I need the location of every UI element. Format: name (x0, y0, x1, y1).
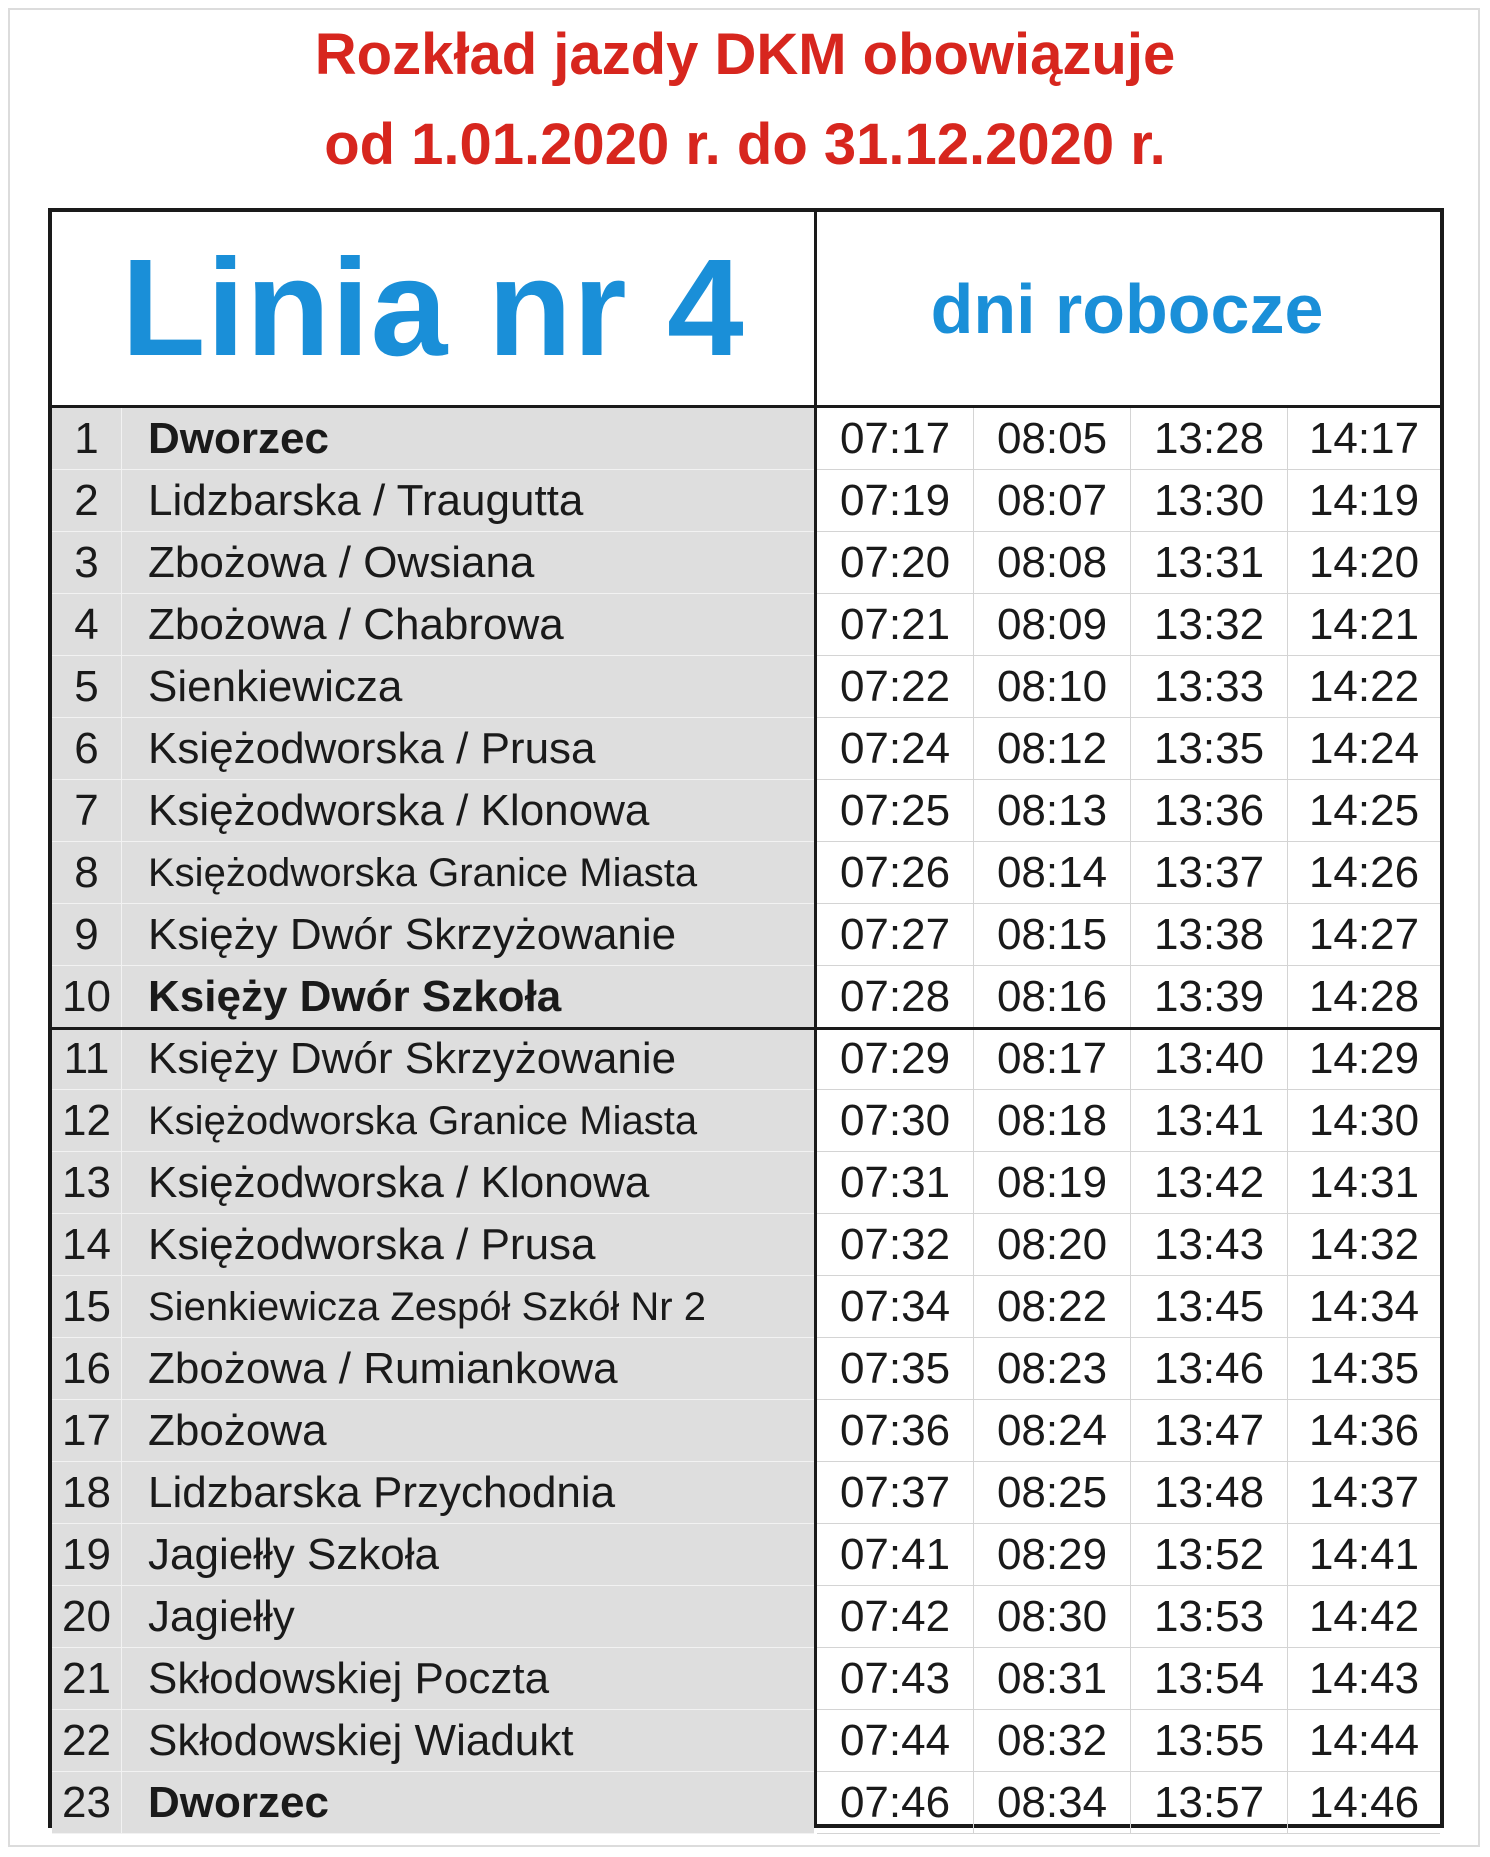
departure-time: 14:25 (1288, 780, 1440, 842)
table-row (52, 1524, 1440, 1586)
departure-time: 07:25 (817, 780, 974, 842)
table-row (52, 1028, 1440, 1090)
table-row (52, 1152, 1440, 1214)
departure-time: 08:20 (974, 1214, 1131, 1276)
departure-time: 07:46 (817, 1772, 974, 1834)
stop-number: 13 (52, 1152, 122, 1214)
departure-time: 14:32 (1288, 1214, 1440, 1276)
departure-time: 14:20 (1288, 532, 1440, 594)
stop-name: Księży Dwór Skrzyżowanie (148, 910, 677, 959)
departure-time: 13:57 (1131, 1772, 1288, 1834)
table-row (52, 780, 1440, 842)
departure-time: 08:30 (974, 1586, 1131, 1648)
stop-number: 10 (52, 966, 122, 1028)
table-row (52, 1586, 1440, 1648)
departure-time: 13:37 (1131, 842, 1288, 904)
stop-cell (52, 718, 814, 780)
stop-cell (52, 532, 814, 594)
stop-name: Księżodworska / Klonowa (148, 786, 650, 835)
stop-cell (52, 1400, 814, 1462)
table-row (52, 1214, 1440, 1276)
stop-number: 21 (52, 1648, 122, 1710)
departure-time: 07:34 (817, 1276, 974, 1338)
departure-time: 08:15 (974, 904, 1131, 966)
departure-time: 08:23 (974, 1338, 1131, 1400)
stop-name: Księży Dwór Skrzyżowanie (148, 1034, 677, 1083)
stop-name: Księży Dwór Szkoła (148, 972, 562, 1021)
departure-time: 08:16 (974, 966, 1131, 1028)
departure-time: 08:32 (974, 1710, 1131, 1772)
stop-number: 18 (52, 1462, 122, 1524)
stop-name: Księżodworska / Klonowa (148, 1158, 650, 1207)
stop-name: Księżodworska Granice Miasta (148, 1098, 698, 1143)
departure-time: 08:22 (974, 1276, 1131, 1338)
departure-time: 07:21 (817, 594, 974, 656)
day-type-label: dni robocze (930, 269, 1324, 348)
departure-time: 07:28 (817, 966, 974, 1028)
departure-time: 14:41 (1288, 1524, 1440, 1586)
departure-time: 08:10 (974, 656, 1131, 718)
stop-name: Zbożowa / Chabrowa (148, 600, 564, 649)
departure-time: 08:29 (974, 1524, 1131, 1586)
departure-time: 08:14 (974, 842, 1131, 904)
departure-time: 08:17 (974, 1028, 1131, 1090)
stop-number: 8 (52, 842, 122, 904)
stop-cell (52, 1710, 814, 1772)
stop-cell (52, 842, 814, 904)
stop-cell (52, 656, 814, 718)
departure-time: 13:54 (1131, 1648, 1288, 1710)
table-row (52, 1338, 1440, 1400)
stop-cell (52, 408, 814, 470)
column-divider (814, 212, 817, 1824)
departure-time: 14:22 (1288, 656, 1440, 718)
table-row (52, 1462, 1440, 1524)
stop-number: 7 (52, 780, 122, 842)
departure-time: 13:48 (1131, 1462, 1288, 1524)
table-row (52, 842, 1440, 904)
stop-name: Księżodworska / Prusa (148, 724, 596, 773)
stop-number: 14 (52, 1214, 122, 1276)
stop-cell (52, 1772, 814, 1834)
departure-time: 07:36 (817, 1400, 974, 1462)
departure-time: 14:34 (1288, 1276, 1440, 1338)
departure-time: 14:31 (1288, 1152, 1440, 1214)
stop-name: Sienkiewicza Zespół Szkół Nr 2 (148, 1284, 706, 1329)
departure-time: 14:19 (1288, 470, 1440, 532)
stop-cell (52, 1090, 814, 1152)
stop-number: 16 (52, 1338, 122, 1400)
table-row (52, 966, 1440, 1028)
direction-divider (52, 1027, 1440, 1030)
departure-time: 07:19 (817, 470, 974, 532)
departure-time: 13:28 (1131, 408, 1288, 470)
stop-cell (52, 1462, 814, 1524)
stop-name: Zbożowa / Owsiana (148, 538, 535, 587)
departure-time: 08:09 (974, 594, 1131, 656)
departure-time: 14:42 (1288, 1586, 1440, 1648)
stop-name: Zbożowa (148, 1406, 327, 1455)
departure-time: 07:24 (817, 718, 974, 780)
stop-number: 3 (52, 532, 122, 594)
departure-time: 13:52 (1131, 1524, 1288, 1586)
departure-time: 08:34 (974, 1772, 1131, 1834)
stop-cell (52, 780, 814, 842)
departure-time: 14:28 (1288, 966, 1440, 1028)
departure-time: 08:19 (974, 1152, 1131, 1214)
stop-cell (52, 904, 814, 966)
stop-number: 2 (52, 470, 122, 532)
stop-number: 20 (52, 1586, 122, 1648)
table-row (52, 1090, 1440, 1152)
stop-name: Jagiełły (148, 1592, 295, 1641)
departure-time: 13:38 (1131, 904, 1288, 966)
departure-time: 14:36 (1288, 1400, 1440, 1462)
stop-cell (52, 594, 814, 656)
departure-time: 13:53 (1131, 1586, 1288, 1648)
departure-time: 07:35 (817, 1338, 974, 1400)
stop-number: 11 (52, 1028, 122, 1090)
stop-cell (52, 1152, 814, 1214)
departure-time: 14:21 (1288, 594, 1440, 656)
stop-cell (52, 1586, 814, 1648)
stop-cell (52, 966, 814, 1028)
table-row (52, 904, 1440, 966)
stop-cell (52, 1214, 814, 1276)
departure-time: 08:31 (974, 1648, 1131, 1710)
stop-name: Sienkiewicza (148, 662, 403, 711)
departure-time: 14:46 (1288, 1772, 1440, 1834)
departure-time: 07:17 (817, 408, 974, 470)
departure-time: 13:45 (1131, 1276, 1288, 1338)
departure-time: 14:35 (1288, 1338, 1440, 1400)
stop-number: 6 (52, 718, 122, 780)
stop-number: 9 (52, 904, 122, 966)
departure-time: 14:17 (1288, 408, 1440, 470)
departure-time: 07:43 (817, 1648, 974, 1710)
departure-time: 07:30 (817, 1090, 974, 1152)
table-row (52, 1710, 1440, 1772)
timetable (48, 208, 1444, 1828)
table-row (52, 1400, 1440, 1462)
departure-time: 13:42 (1131, 1152, 1288, 1214)
table-row (52, 718, 1440, 780)
departure-time: 07:31 (817, 1152, 974, 1214)
departure-time: 07:26 (817, 842, 974, 904)
departure-time: 07:42 (817, 1586, 974, 1648)
departure-time: 13:47 (1131, 1400, 1288, 1462)
departure-time: 13:30 (1131, 470, 1288, 532)
stop-cell (52, 1524, 814, 1586)
departure-time: 08:18 (974, 1090, 1131, 1152)
stop-number: 15 (52, 1276, 122, 1338)
departure-time: 08:08 (974, 532, 1131, 594)
stop-cell (52, 1028, 814, 1090)
stop-number: 23 (52, 1772, 122, 1834)
stop-cell (52, 1276, 814, 1338)
departure-time: 14:26 (1288, 842, 1440, 904)
departure-time: 08:07 (974, 470, 1131, 532)
departure-time: 07:32 (817, 1214, 974, 1276)
departure-time: 08:12 (974, 718, 1131, 780)
departure-time: 14:43 (1288, 1648, 1440, 1710)
departure-time: 13:32 (1131, 594, 1288, 656)
stop-number: 19 (52, 1524, 122, 1586)
departure-time: 07:29 (817, 1028, 974, 1090)
departure-time: 08:05 (974, 408, 1131, 470)
departure-time: 07:44 (817, 1710, 974, 1772)
departure-time: 08:25 (974, 1462, 1131, 1524)
stop-cell (52, 1338, 814, 1400)
departure-time: 14:37 (1288, 1462, 1440, 1524)
stop-name: Skłodowskiej Wiadukt (148, 1716, 574, 1765)
departure-time: 13:41 (1131, 1090, 1288, 1152)
stop-name: Skłodowskiej Poczta (148, 1654, 550, 1703)
stop-number: 22 (52, 1710, 122, 1772)
departure-time: 07:41 (817, 1524, 974, 1586)
stop-name: Lidzbarska / Traugutta (148, 476, 584, 525)
departure-time: 14:29 (1288, 1028, 1440, 1090)
line-name: Linia nr 4 (121, 231, 745, 385)
stop-name: Lidzbarska Przychodnia (148, 1468, 616, 1517)
departure-time: 13:55 (1131, 1710, 1288, 1772)
schedule-validity-dates: od 1.01.2020 r. do 31.12.2020 r. (324, 112, 1166, 177)
stop-name: Jagiełły Szkoła (148, 1530, 440, 1579)
table-row (52, 408, 1440, 470)
table-row (52, 532, 1440, 594)
stop-name: Dworzec (148, 1778, 329, 1827)
departure-time: 14:30 (1288, 1090, 1440, 1152)
departure-time: 14:27 (1288, 904, 1440, 966)
timetable-header (52, 212, 1440, 408)
stop-number: 17 (52, 1400, 122, 1462)
departure-time: 13:43 (1131, 1214, 1288, 1276)
departure-time: 07:20 (817, 532, 974, 594)
departure-time: 07:22 (817, 656, 974, 718)
table-row (52, 1648, 1440, 1710)
departure-time: 14:44 (1288, 1710, 1440, 1772)
stop-number: 5 (52, 656, 122, 718)
departure-time: 13:31 (1131, 532, 1288, 594)
stop-cell (52, 1648, 814, 1710)
table-row (52, 1276, 1440, 1338)
table-row (52, 470, 1440, 532)
stop-number: 1 (52, 408, 122, 470)
departure-time: 13:33 (1131, 656, 1288, 718)
departure-time: 07:37 (817, 1462, 974, 1524)
departure-time: 08:24 (974, 1400, 1131, 1462)
table-row (52, 656, 1440, 718)
departure-time: 08:13 (974, 780, 1131, 842)
stop-cell (52, 470, 814, 532)
stop-name: Księżodworska / Prusa (148, 1220, 596, 1269)
stop-name: Dworzec (148, 414, 329, 463)
stop-name: Zbożowa / Rumiankowa (148, 1344, 618, 1393)
departure-time: 07:27 (817, 904, 974, 966)
stop-number: 4 (52, 594, 122, 656)
departure-time: 13:36 (1131, 780, 1288, 842)
departure-time: 13:39 (1131, 966, 1288, 1028)
stop-number: 12 (52, 1090, 122, 1152)
stop-name: Księżodworska Granice Miasta (148, 850, 698, 895)
schedule-validity-title: Rozkład jazdy DKM obowiązuje (314, 22, 1176, 87)
departure-time: 14:24 (1288, 718, 1440, 780)
departure-time: 13:40 (1131, 1028, 1288, 1090)
departure-time: 13:46 (1131, 1338, 1288, 1400)
departure-time: 13:35 (1131, 718, 1288, 780)
table-row (52, 1772, 1440, 1834)
table-row (52, 594, 1440, 656)
